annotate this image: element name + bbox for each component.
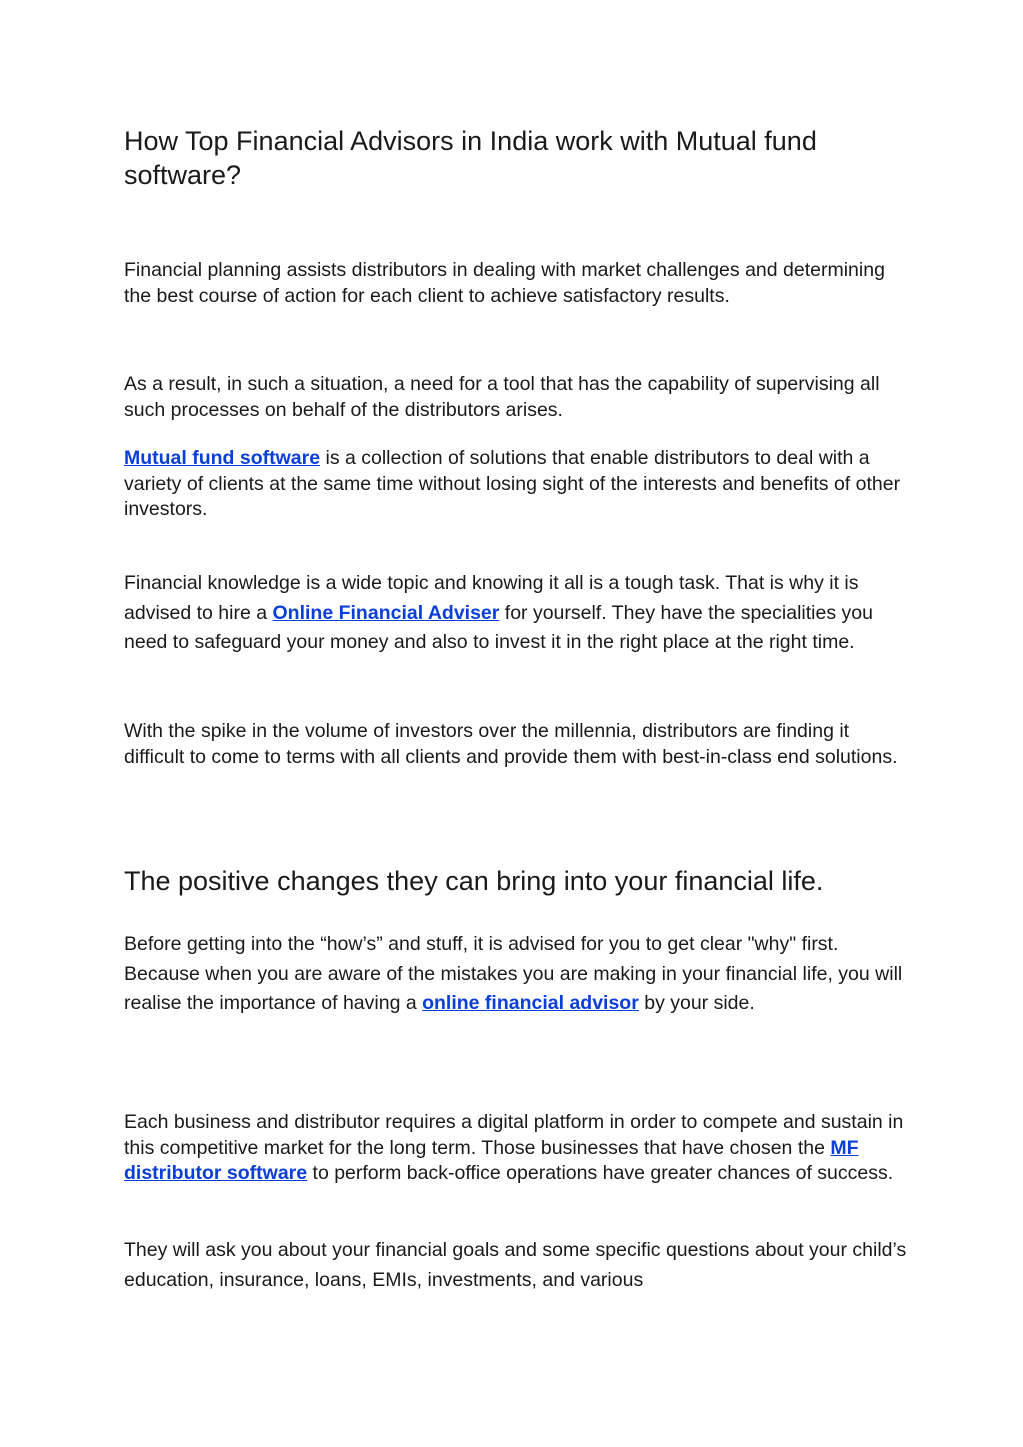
- paragraph-investor-volume: With the spike in the volume of investors over the millennia, distributors are finding it difficult to come to terms with all clients and provide them with best-in-class end solutions.: [124, 720, 898, 768]
- paragraph-text: Financial knowledge is a wide topic and knowing it all is a tough task. That is why it is advised to hire a: [124, 572, 859, 624]
- paragraph-financial-knowledge: [124, 569, 914, 658]
- paragraph-financial-planning: Financial planning assists distributors in dealing with market challenges and determining the best course of action for each client to achieve satisfactory results.: [124, 259, 885, 307]
- paragraph-text: for yourself. They have the specialities you need to safeguard your money and also to invest it in the right place at the right time.: [124, 601, 873, 653]
- paragraph-mutual-fund-software: [124, 446, 914, 523]
- paragraph-text: to perform back-office operations have greater chances of success.: [307, 1162, 894, 1184]
- section-heading: The positive changes they can bring into your financial life.: [124, 866, 824, 896]
- paragraph-before-getting-into: [124, 930, 914, 1019]
- paragraph-text: is a collection of solutions that enable distributors to deal with a variety of clients at the same time without losing sight of the interests and benefits of other investors.: [124, 447, 901, 520]
- online-financial-advisor-link[interactable]: online financial advisor: [422, 992, 639, 1014]
- paragraph-financial-goals: They will ask you about your financial goals and some specific questions about your child’s education, insurance, loans, EMIs, investments, and various: [124, 1239, 907, 1291]
- online-financial-adviser-link[interactable]: Online Financial Adviser: [272, 601, 500, 624]
- paragraph-digital-platform: [124, 1110, 914, 1187]
- mutual-fund-software-link[interactable]: Mutual fund software: [124, 447, 321, 469]
- paragraph-text: Each business and distributor requires a digital platform in order to compete and sustain in this competitive market for the long term. Those businesses that have chosen the: [124, 1111, 904, 1159]
- mf-distributor-software-link[interactable]: MF distributor software: [124, 1136, 859, 1184]
- document-title: How Top Financial Advisors in India work with Mutual fund software?: [124, 126, 817, 190]
- paragraph-tool-need: As a result, in such a situation, a need for a tool that has the capability of supervising all such processes on behalf of the distributors arises.: [124, 373, 880, 421]
- paragraph-text: Before getting into the “how’s” and stuff, it is advised for you to get clear "why" first. Because when you are aware of the mistakes you are making in your financial life, you will realise the importance of having a: [124, 933, 903, 1014]
- paragraph-text: by your side.: [638, 992, 755, 1014]
